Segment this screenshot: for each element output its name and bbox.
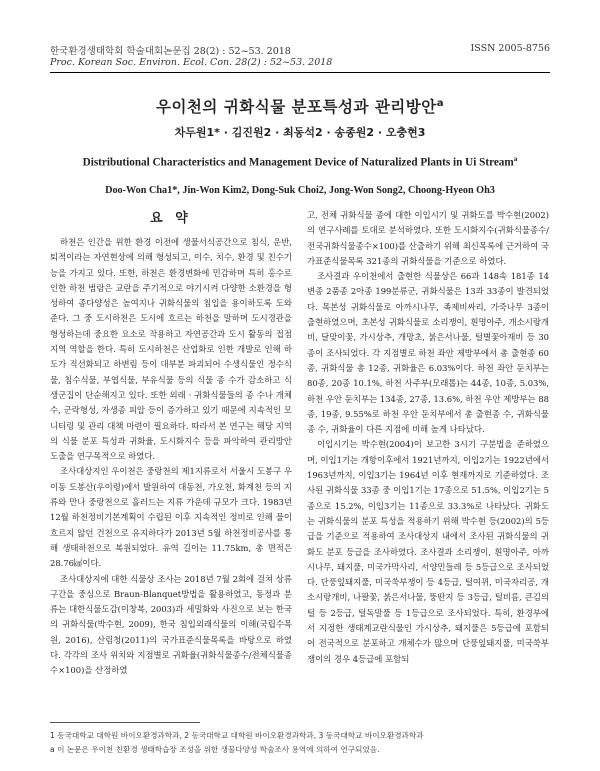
title-korean-text: 우이천의 귀화식물 분포특성과 관리방안 [155,98,437,116]
issn: ISSN 2005-8756 [470,43,550,54]
title-korean [0,95,600,117]
paragraph: 고, 전체 귀화식물 종에 대한 이입시기 및 귀화도를 박수현(2002)의 연구사례를 토대로 분석하였다. 또한 도시화지수(귀화식물종수/전국귀화식물종수×100)를 산출하기 위해 최신목록에 근거하여 국가표준식물목록 321종의 귀화식물을 기준으로 하였다. [307,210,549,266]
title-english [0,155,600,169]
paragraph: 조사결과 우이천에서 출현한 식물상은 66과 148속 181종 14변종 2품종 2아종 199분류군, 귀화식물은 13과 33종이 발견되었다. 목본성 귀화식물로 아까시나무, 족제비싸리, 가죽나무 3종이 출현하였으며, 초본성 귀화식물로 소리쟁이, 흰명아주, 개소시랑개비, 달맞이꽃, 가시상추, 개망초, 붉은서나물, 털별꽃아재비 등 30종이 조사되었다. 각 지점별로 하천 좌안 제방부에서 총 출현종 60종, 귀화식물 총 12종, 귀화율은 6.03%이다. 하천 좌안 둔치부는 80종, 20종 10.1%, 하천 사주부(모래톱)는 44종, 10종, 5.03%, 하천 우안 둔치부는 134종, 27종, 13.6%, 하천 우안 제방부는 88종, 19종, 9.55%로 하천 우안 둔치부에서 총 출현종 수, 귀화식물 종 수, 귀화율이 다른 지점에 비해 높게 나타났다. [307,271,549,435]
abstract-heading: 요 약 [150,211,192,226]
footnote-rule [50,722,200,723]
authors-korean: 차두원1* · 김진원2 · 최동석2 · 송종원2 · 오충현3 [174,126,426,139]
footnote-affiliations: 1 동국대학교 대학원 바이오환경과학과, 2 동국대학교 대학원 바이오환경과학과, 3 동국대학교 바이오환경과학과 [50,731,424,740]
paragraph: 이입시기는 박수현(2004)이 보고한 3시기 구분법을 준하였으며, 이입1기는 개항이후에서 1921년까지, 이입2기는 1922년에서 1963년까지, 이입3기는 1964년 이후 현재까지로 기준하였다. 조사된 귀화식물 33종 중 이입1기는 17종으로 51.5%, 이입2기는 5종으로 15.2%, 이입3기는 11종으로 33.3%로 나타났다. 귀화도는 귀화식물의 분포 특성을 적용하기 위해 박수현 등(2002)의 5등급을 기준으로 적용하여 조사대상지 내에서 조사된 귀화식물의 귀화도 분포 등급을 조사하였다. 조사결과 소리쟁이, 흰명아주, 아까시나무, 돼지풀, 미국가막사리, 서양민들레 등 5등급으로 조사되었다. 단풍잎돼지풀, 미국쑥부쟁이 등 4등급, 털여뀌, 미국자리공, 개소시랑개비, 나팔꽃, 붉은서나물, 뚱딴지 등 3등급, 털비름, 큰김의털 등 2등급, 털독말풀 등 1등급으로 조사되었다. 특히, 환경부에서 지정한 생태계교란식물인 가시상추, 돼지풀은 5등급에 포함되어 전국적으로 분포하고 개체수가 많으며 단풍잎돼지풀, 미국쑥부쟁이의 경우 4등급에 포함되 [307,439,549,664]
title-english-text: Distributional Characteristics and Management Device of Naturalized Plants in Ui Stream [82,156,514,169]
right-column [307,208,549,667]
title-english-sup: a [513,155,518,163]
paragraph: 조사대상지에 대한 식물상 조사는 2018년 7월 2회에 걸쳐 상류구간을 중심으로 Braun-Blanquet방법을 활용하였고, 동정과 분류는 대한식물도감(이창복, 2003)과 세밀화와 사진으로 보는 한국의 귀화식물(박수현, 2009), 한국 침입외래식물의 이해(국립수목원, 2016), 산림청(2011)의 국가표준식물목록을 바탕으로 하였다. 각각의 조사 위치와 지점별로 귀화율(귀화식물종수/전체식물종수×100)을 산정하였 [50,573,292,676]
journal-header-english: Proc. Korean Soc. Environ. Ecol. Con. 28(2) : 52~53. 2018 [50,57,333,68]
header-rule [50,72,550,73]
footnote-funding: a 이 논문은 우이천 친환경 생태학습장 조성을 위한 생물다양성 학술조사 용역에 의하여 연구되었음. [50,745,380,754]
paragraph: 조사대상지인 우이천은 중랑천의 제1지류로서 서울시 도봉구 우이동 도봉산(우이령)에서 발원하여 대동천, 가오천, 화계천 등의 지류와 만나 중랑천으로 흘러드는 지류 가운데 규모가 크다. 1983년 12월 하천정비기본계획이 수립된 이후 지속적인 정비로 인해 물이 흐르지 않던 건천으로 유지하다가 2013년 5월 하천정비공사를 통해 생태하천으로 복원되었다. 유역 길이는 11.75km, 총 면적은 28.76㎢이다. [50,466,292,569]
paragraph: 하천은 인간을 위한 환경 이전에 생물서식공간으로 침식, 운반, 퇴적이라는 자연현상에 의해 형성되고, 이수, 치수, 환경 및 친수기능을 가지고 있다. 또한, 하천은 환경변화에 민감하며 특히 홍수로 인한 하천 범람은 교란을 주기적으로 야기시켜 다양한 소환경을 형성하여 종다양성은 높여지나 귀화식물의 침입을 용이하도록 도와준다. 그 중 도시하천은 도시에 흐르는 하천을 말하며 도시경관을 형성하는데 중요한 요소로 작용하고 자연공간과 도시 활동의 접점지역 역할을 한다. 특히 도시하천은 산업화로 인한 개발로 인해 하도가 직선화되고 하변림 등이 대부분 파괴되어 수생식물인 정수식물, 침수식물, 부엽식물, 부유식물 등의 식물 종 수가 감소하고 식생군집이 단순해지고 있다. 또한 외래 · 귀화식물들의 종 수나 개체수, 군락형성, 자생종 피압 등이 증가하고 있기 때문에 지속적인 모니터링 및 관리 대책 마련이 필요하다. 따라서 본 연구는 해당 지역의 식물 분포 특성과 귀화율, 도시화지수 등을 파악하여 관리방안 도출을 연구목적으로 하였다. [50,237,292,462]
journal-header-korean: 한국환경생태학회 학술대회논문집 28(2) : 52~53. 2018 [50,46,291,57]
left-column [50,235,292,679]
title-korean-sup: a [436,97,445,109]
authors-english: Doo-Won Cha1*, Jin-Won Kim2, Dong-Suk Choi2, Jong-Won Song2, Choong-Hyeon Oh3 [105,185,495,196]
